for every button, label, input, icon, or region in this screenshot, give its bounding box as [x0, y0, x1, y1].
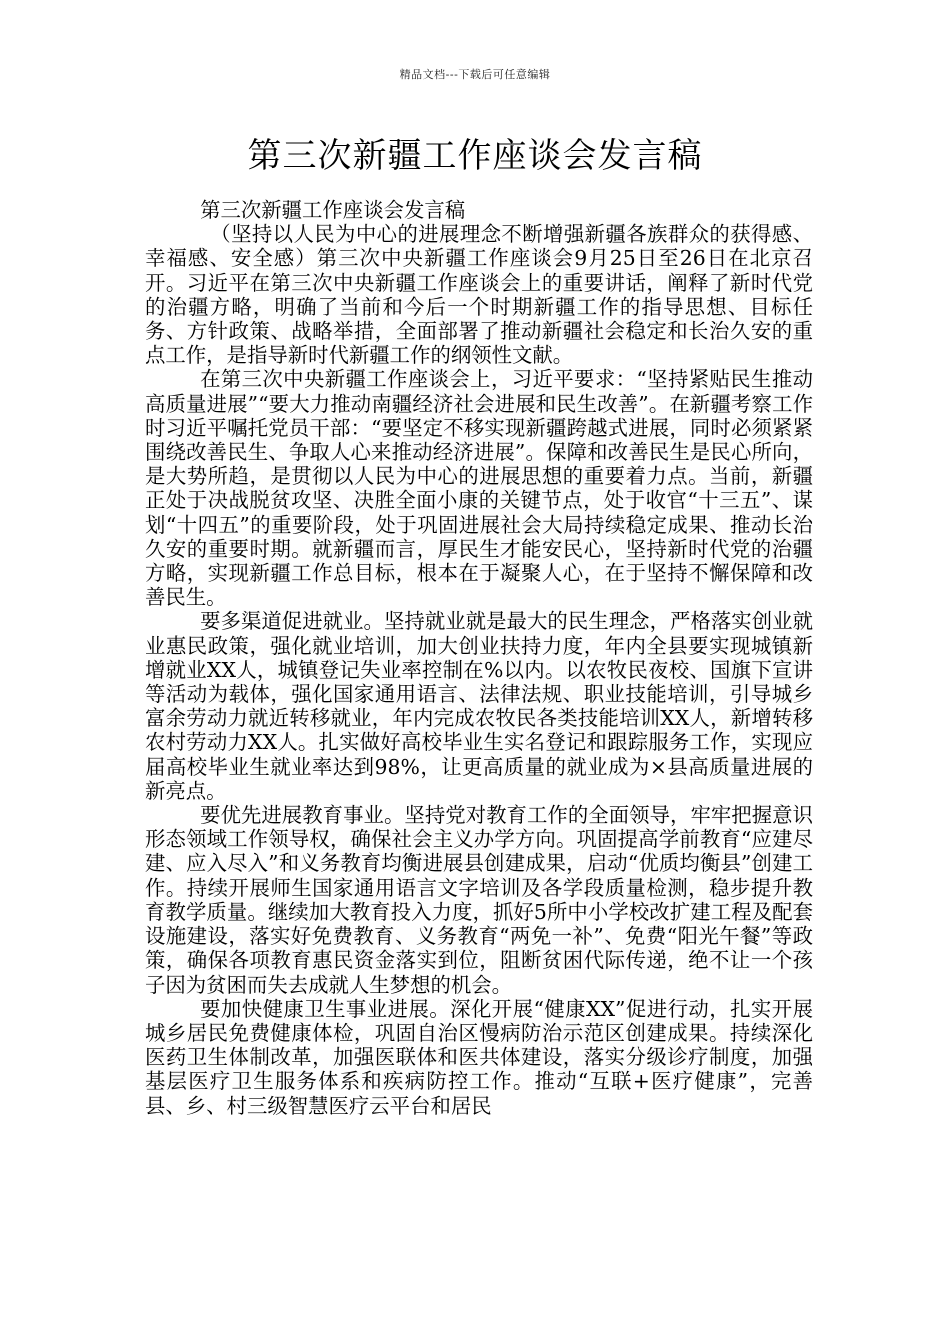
body-paragraph: 要多渠道促进就业。坚持就业就是最大的民生理念，严格落实创业就业惠民政策，强化就业培训，加大创业扶持力度，年内全县要实现城镇新增就业XX人，城镇登记失业率控制在%以内。以农牧民夜校、国旗下宣讲等活动为载体，强化国家通用语言、法律法规、职业技能培训，引导城乡富余劳动力就近转移就业，年内完成农牧民各类技能培训XX人，新增转移农村劳动力XX人。扎实做好高校毕业生实名登记和跟踪服务工作，实现应届高校毕业生就业率达到98%，让更高质量的就业成为×县高质量进展的新亮点。 — [145, 609, 813, 803]
body-paragraph: （坚持以人民为中心的进展理念不断增强新疆各族群众的获得感、幸福感、安全感）第三次中央新疆工作座谈会9月25日至26日在北京召开。习近平在第三次中央新疆工作座谈会上的重要讲话，阐释了新时代党的治疆方略，明确了当前和今后一个时期新疆工作的指导思想、目标任务、方针政策、战略举措，全面部署了推动新疆社会稳定和长治久安的重点工作，是指导新时代新疆工作的纲领性文献。 — [145, 222, 813, 368]
body-paragraph: 在第三次中央新疆工作座谈会上，习近平要求：“坚持紧贴民生推动高质量进展”“要大力推动南疆经济社会进展和民生改善”。在新疆考察工作时习近平嘱托党员干部：“要坚定不移实现新疆跨越式进展，同时必须紧紧围绕改善民生、争取人心来推动经济进展”。保障和改善民生是民心所向，是大势所趋，是贯彻以人民为中心的进展思想的重要着力点。当前，新疆正处于决战脱贫攻坚、决胜全面小康的关键节点，处于收官“十三五”、谋划“十四五”的重要阶段，处于巩固进展社会大局持续稳定成果、推动长治久安的重要时期。就新疆而言，厚民生才能安民心，坚持新时代党的治疆方略，实现新疆工作总目标，根本在于凝聚人心，在于坚持不懈保障和改善民生。 — [145, 367, 813, 610]
document-body — [145, 198, 813, 1118]
subtitle-paragraph: 第三次新疆工作座谈会发言稿 — [200, 198, 466, 222]
body-paragraph: 要加快健康卫生事业进展。深化开展“健康XX”促进行动，扎实开展城乡居民免费健康体检，巩固自治区慢病防治示范区创建成果。持续深化医药卫生体制改革，加强医联体和医共体建设，落实分级诊疗制度，加强基层医疗卫生服务体系和疾病防控工作。推动“互联+医疗健康”，完善县、乡、村三级智慧医疗云平台和居民 — [145, 996, 813, 1118]
body-paragraph: 要优先进展教育事业。坚持党对教育工作的全面领导，牢牢把握意识形态领域工作领导权，确保社会主义办学方向。巩固提高学前教育“应建尽建、应入尽入”和义务教育均衡进展县创建成果，启动“优质均衡县”创建工作。持续开展师生国家通用语言文字培训及各学段质量检测，稳步提升教育教学质量。继续加大教育投入力度，抓好5所中小学校改扩建工程及配套设施建设，落实好免费教育、义务教育“两免一补”、免费“阳光午餐”等政策，确保各项教育惠民资金落实到位，阻断贫困代际传递，绝不让一个孩子因为贫困而失去成就人生梦想的机会。 — [145, 803, 813, 997]
header-note: 精品文档---下载后可任意编辑 — [399, 68, 551, 81]
page-title: 第三次新疆工作座谈会发言稿 — [247, 136, 703, 176]
